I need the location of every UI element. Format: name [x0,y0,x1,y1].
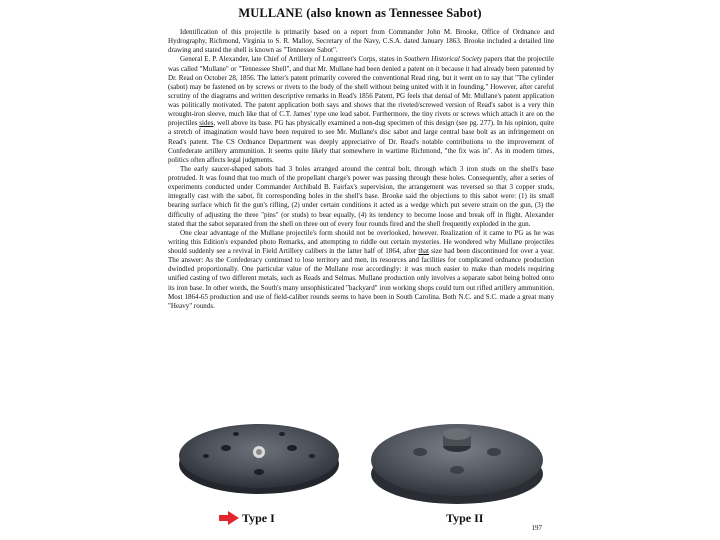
type-1-caption: Type I [242,511,275,525]
text-run: General E. P. Alexander, late Chief of Artillery of Longstreet's Corps, states in [180,55,404,64]
stud-hole [221,445,231,451]
text-run: One clear advantage of the Mullane projectile's form should not be overlooked, however. Realization of it came to PG as he was writing this Edition's expanded photo Remarks, and attempting to riddle out certain mysteries. He wondered why Mullane projectiles should suddenly see a revival in Field Artillery calibers in the latter half of 1864, after [168,228,554,255]
text-run: Southern Historical Society [403,55,483,64]
body-paragraph [168,28,554,55]
type-1-sabot-photo [176,416,342,498]
body-paragraph [168,229,554,311]
stud-hole [254,469,264,475]
text-run: papers that the projectile was called "Mullane" or "Tennessee Shell", and that Mr. Mullane had been denied a patent on it because it had already been patented by Dr. Read on October 28, 1856. The latter's patent primarily covered the conventional Read ring, but it went on to say that "The cylinder (sabot) may be fastened on by screws or rivets to the body of the shell without being united with it in founding." However, after careful scrutiny of the diagrams and written descriptive remarks in Read's 1856 Patent, PG feels that denial of Mr. Mullane's patent application was politically motivated. The patent application both says and shows that the riveted/screwed version of Read's sabot is a very thin wrought-iron sleeve, much like that of C.T. James' type one lead sabot. Furthermore, the tiny rivets or screws which attach it are on the projectiles [168,55,554,128]
stud-hole [287,445,297,451]
text-run: , well above its base. PG has physically examined a non-dug specimen of this design (see pg. 277). In his opinion, quite a stretch of imagination would have been required to see Mr. Mullane's disc sabot and large central base bolt as an infringement on Read's patent. The CS Ordnance Department was deeply appreciative of Dr. Read's notable contributions to the improvement of Confederate artillery ammunition. It seems quite likely that somewhere in wartime Richmond, "the fix was in". As in modern times, politics often affects legal judgments. [168,119,554,164]
text-run: sides [199,119,214,128]
article-body [168,28,554,311]
type-2-caption: Type II [446,511,484,525]
page-number: 197 [531,524,542,532]
copper-stud [450,466,464,474]
body-paragraph [168,165,554,229]
text-run: The early saucer-shaped sabots had 3 holes arranged around the central bolt, through which 3 iron studs on the shell's base protruded. It was found that too much of the propellant charge's power was passing through these holes. Consequently, after a series of experiments conducted under Commander Archibald B. Fairfax's supervision, the arrangement was reversed so that 3 copper studs, integrally cast with the sabot, fit corresponding holes in the shell's base. Brooke said the objections to this sabot were: (1) its small bearing surface which fit the gun's rifling, (2) under certain conditions it acted as a wedge which put severe strain on the gun, (3) the difficulty of adjusting the three "pins" (or studs) to bear equally, (4) its tendency to become loose and break off in flight. Alexander stated that the sabot separated from the shell on three out of every four rounds fired and the shell frequently exploded in the gun. [168,164,554,228]
arrow-right-icon [219,511,239,525]
copper-stud [413,448,427,456]
type-2-sabot-photo [368,412,546,508]
text-run: that [418,247,429,255]
body-paragraph [168,55,554,165]
copper-stud [487,448,501,456]
text-run: size had been discontinued for over a year. The answer: As the Confederacy continued to lose territory and men, its resources and facilities for complicated ordnance production dwindled proportionally. One particular value of the Mullane rose accordingly: it was much easier to make than models requiring unified casting of two different metals, such as Reads and Selmas. Mullane production only involves a separate sabot being bolted onto its iron base. In other words, the South's many unsophisticated "backyard" iron working shops could turn out rifled artillery ammunition. Most 1864-65 production and use of field-caliber rounds seems to have been in South Carolina. Both N.C. and S.C. made a great many "Heavy" rounds. [168,247,555,310]
page-title: MULLANE (also known as Tennessee Sabot) [238,6,482,20]
text-run: Identification of this projectile is primarily based on a report from Commander John M. Brooke, Office of Ordnance and Hydrography, Richmond, Virginia to S. R. Malloy, Secretary of the Navy, C.S.A. dated January 1863. Brooke included a detailed line drawing and stated the shell is known as "Tennessee Sabot". [168,28,554,55]
